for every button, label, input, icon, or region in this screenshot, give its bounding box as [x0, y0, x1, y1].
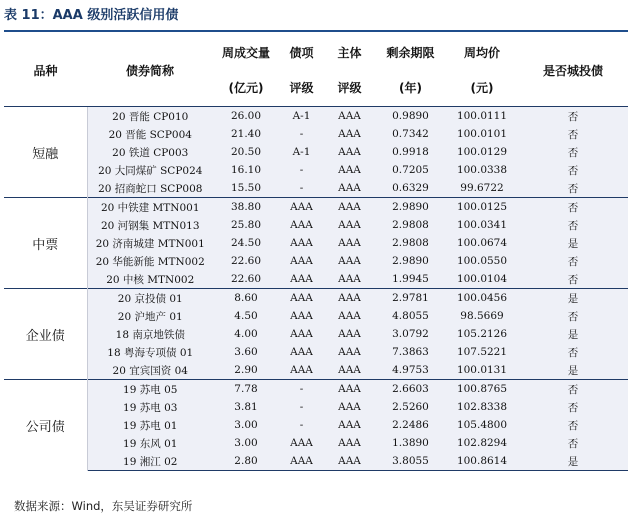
volume-cell: 4.50	[213, 307, 279, 325]
header-bond-name: 债券简称	[87, 35, 213, 107]
city-investment-cell: 否	[518, 252, 628, 270]
bond-rating-cell: AAA	[279, 434, 324, 452]
category-cell: 公司债	[4, 380, 87, 471]
issuer-rating-cell: AAA	[324, 416, 375, 434]
issuer-rating-cell: AAA	[324, 198, 375, 217]
city-investment-cell: 否	[518, 216, 628, 234]
table-row	[4, 452, 628, 471]
volume-cell: 38.80	[213, 198, 279, 217]
issuer-rating-cell: AAA	[324, 143, 375, 161]
bond-name-cell: 20 河钢集 MTN013	[87, 216, 213, 234]
issuer-rating-cell: AAA	[324, 234, 375, 252]
header-issuer-rating: 主体	[337, 45, 362, 60]
bond-rating-cell: -	[279, 125, 324, 143]
price-cell: 100.0456	[446, 289, 518, 308]
header-volume-unit: (亿元)	[213, 69, 279, 107]
price-cell: 105.4800	[446, 416, 518, 434]
bond-rating-cell: AAA	[279, 343, 324, 361]
bond-name-cell: 20 招商蛇口 SCP008	[87, 179, 213, 198]
bond-rating-cell: AAA	[279, 252, 324, 270]
volume-cell: 22.60	[213, 270, 279, 289]
term-cell: 0.9890	[375, 107, 446, 126]
price-cell: 107.5221	[446, 343, 518, 361]
issuer-rating-cell: AAA	[324, 289, 375, 308]
price-cell: 102.8338	[446, 398, 518, 416]
volume-cell: 24.50	[213, 234, 279, 252]
city-investment-cell: 是	[518, 361, 628, 380]
bond-rating-cell: A-1	[279, 107, 324, 126]
bond-rating-cell: AAA	[279, 198, 324, 217]
city-investment-cell: 否	[518, 434, 628, 452]
bond-rating-cell: AAA	[279, 289, 324, 308]
issuer-rating-cell: AAA	[324, 452, 375, 471]
city-investment-cell: 否	[518, 416, 628, 434]
source-note: 数据来源：Wind，东吴证券研究所	[14, 499, 193, 513]
bond-name-cell: 20 大同煤矿 SCP024	[87, 161, 213, 179]
price-cell: 100.0674	[446, 234, 518, 252]
price-cell: 98.5669	[446, 307, 518, 325]
term-cell: 7.3863	[375, 343, 446, 361]
bond-name-cell: 20 铁道 CP003	[87, 143, 213, 161]
table-row	[4, 234, 628, 252]
price-cell: 100.0129	[446, 143, 518, 161]
bond-name-cell: 20 沪地产 01	[87, 307, 213, 325]
price-cell: 100.0341	[446, 216, 518, 234]
volume-cell: 8.60	[213, 289, 279, 308]
table-row	[4, 143, 628, 161]
bond-name-cell: 19 东风 01	[87, 434, 213, 452]
price-cell: 100.0104	[446, 270, 518, 289]
city-investment-cell: 否	[518, 270, 628, 289]
term-cell: 4.9753	[375, 361, 446, 380]
volume-cell: 3.81	[213, 398, 279, 416]
table-title: 表 11：AAA 级别活跃信用债	[4, 8, 179, 23]
header-category: 品种	[4, 35, 87, 107]
city-investment-cell: 否	[518, 343, 628, 361]
bond-rating-cell: AAA	[279, 361, 324, 380]
issuer-rating-cell: AAA	[324, 434, 375, 452]
term-cell: 2.9808	[375, 234, 446, 252]
city-investment-cell: 否	[518, 107, 628, 126]
header-volume: 周成交量	[221, 45, 270, 60]
city-investment-cell: 是	[518, 452, 628, 471]
issuer-rating-cell: AAA	[324, 107, 375, 126]
bond-name-cell: 20 中核 MTN002	[87, 270, 213, 289]
category-cell: 短融	[4, 107, 87, 198]
table-row	[4, 416, 628, 434]
price-cell: 100.0111	[446, 107, 518, 126]
term-cell: 0.7205	[375, 161, 446, 179]
header-issuer-rating-sub: 评级	[324, 69, 375, 107]
term-cell: 4.8055	[375, 307, 446, 325]
price-cell: 102.8294	[446, 434, 518, 452]
issuer-rating-cell: AAA	[324, 325, 375, 343]
city-investment-cell: 否	[518, 380, 628, 399]
table-body	[4, 107, 628, 471]
table-row	[4, 289, 628, 308]
bond-rating-cell: AAA	[279, 270, 324, 289]
price-cell: 100.0131	[446, 361, 518, 380]
price-cell: 100.0550	[446, 252, 518, 270]
bond-rating-cell: -	[279, 380, 324, 399]
issuer-rating-cell: AAA	[324, 380, 375, 399]
city-investment-cell: 否	[518, 398, 628, 416]
bond-name-cell: 20 晋能 SCP004	[87, 125, 213, 143]
bond-name-cell: 18 南京地铁债	[87, 325, 213, 343]
term-cell: 2.9808	[375, 216, 446, 234]
term-cell: 2.9890	[375, 252, 446, 270]
term-cell: 2.5260	[375, 398, 446, 416]
bond-name-cell: 19 苏电 05	[87, 380, 213, 399]
volume-cell: 22.60	[213, 252, 279, 270]
term-cell: 2.6603	[375, 380, 446, 399]
term-cell: 1.3890	[375, 434, 446, 452]
table-row	[4, 398, 628, 416]
table-row	[4, 107, 628, 126]
table-row	[4, 179, 628, 198]
issuer-rating-cell: AAA	[324, 216, 375, 234]
table-row	[4, 216, 628, 234]
bond-rating-cell: A-1	[279, 143, 324, 161]
bond-name-cell: 20 晋能 CP010	[87, 107, 213, 126]
header-price: 周均价	[463, 45, 500, 60]
issuer-rating-cell: AAA	[324, 270, 375, 289]
volume-cell: 16.10	[213, 161, 279, 179]
table-row	[4, 252, 628, 270]
bond-rating-cell: -	[279, 398, 324, 416]
city-investment-cell: 否	[518, 307, 628, 325]
bond-name-cell: 20 济南城建 MTN001	[87, 234, 213, 252]
table-row	[4, 125, 628, 143]
bond-rating-cell: AAA	[279, 452, 324, 471]
volume-cell: 26.00	[213, 107, 279, 126]
bond-name-cell: 20 华能新能 MTN002	[87, 252, 213, 270]
issuer-rating-cell: AAA	[324, 361, 375, 380]
bond-name-cell: 19 苏电 01	[87, 416, 213, 434]
header-price-unit: (元)	[446, 69, 518, 107]
bond-name-cell: 19 湘江 02	[87, 452, 213, 471]
volume-cell: 20.50	[213, 143, 279, 161]
volume-cell: 3.60	[213, 343, 279, 361]
bond-rating-cell: -	[279, 416, 324, 434]
issuer-rating-cell: AAA	[324, 307, 375, 325]
bond-rating-cell: AAA	[279, 234, 324, 252]
table-row	[4, 361, 628, 380]
bond-rating-cell: AAA	[279, 216, 324, 234]
bond-name-cell: 19 苏电 03	[87, 398, 213, 416]
table-row	[4, 434, 628, 452]
price-cell: 99.6722	[446, 179, 518, 198]
city-investment-cell: 否	[518, 125, 628, 143]
volume-cell: 7.78	[213, 380, 279, 399]
issuer-rating-cell: AAA	[324, 161, 375, 179]
term-cell: 2.9890	[375, 198, 446, 217]
city-investment-cell: 否	[518, 143, 628, 161]
table-row	[4, 325, 628, 343]
table-row	[4, 380, 628, 399]
issuer-rating-cell: AAA	[324, 125, 375, 143]
volume-cell: 2.80	[213, 452, 279, 471]
price-cell: 100.8614	[446, 452, 518, 471]
table-row	[4, 270, 628, 289]
header-city-investment: 是否城投债	[518, 35, 628, 107]
volume-cell: 15.50	[213, 179, 279, 198]
table-row	[4, 343, 628, 361]
term-cell: 0.7342	[375, 125, 446, 143]
price-cell: 100.0338	[446, 161, 518, 179]
category-cell: 企业债	[4, 289, 87, 380]
bond-name-cell: 18 粤海专项债 01	[87, 343, 213, 361]
bond-name-cell: 20 中铁建 MTN001	[87, 198, 213, 217]
header-term: 剩余期限	[386, 45, 435, 60]
bond-rating-cell: -	[279, 179, 324, 198]
city-investment-cell: 否	[518, 161, 628, 179]
issuer-rating-cell: AAA	[324, 343, 375, 361]
volume-cell: 2.90	[213, 361, 279, 380]
price-cell: 105.2126	[446, 325, 518, 343]
category-cell: 中票	[4, 198, 87, 289]
city-investment-cell: 是	[518, 325, 628, 343]
title-rule	[4, 30, 628, 32]
issuer-rating-cell: AAA	[324, 252, 375, 270]
bond-name-cell: 20 京投债 01	[87, 289, 213, 308]
issuer-rating-cell: AAA	[324, 179, 375, 198]
volume-cell: 3.00	[213, 434, 279, 452]
bond-rating-cell: AAA	[279, 325, 324, 343]
term-cell: 2.9781	[375, 289, 446, 308]
issuer-rating-cell: AAA	[324, 398, 375, 416]
table-row	[4, 198, 628, 217]
bond-rating-cell: -	[279, 161, 324, 179]
table-row	[4, 307, 628, 325]
term-cell: 2.2486	[375, 416, 446, 434]
bond-table	[4, 35, 628, 471]
term-cell: 1.9945	[375, 270, 446, 289]
table-row	[4, 161, 628, 179]
price-cell: 100.0125	[446, 198, 518, 217]
price-cell: 100.0101	[446, 125, 518, 143]
term-cell: 0.6329	[375, 179, 446, 198]
city-investment-cell: 否	[518, 198, 628, 217]
city-investment-cell: 否	[518, 179, 628, 198]
volume-cell: 21.40	[213, 125, 279, 143]
header-term-unit: (年)	[375, 69, 446, 107]
header-bond-rating: 债项	[289, 45, 314, 60]
city-investment-cell: 是	[518, 234, 628, 252]
city-investment-cell: 是	[518, 289, 628, 308]
bond-name-cell: 20 宜宾国资 04	[87, 361, 213, 380]
header-bond-rating-sub: 评级	[279, 69, 324, 107]
term-cell: 3.8055	[375, 452, 446, 471]
volume-cell: 25.80	[213, 216, 279, 234]
volume-cell: 4.00	[213, 325, 279, 343]
term-cell: 0.9918	[375, 143, 446, 161]
price-cell: 100.8765	[446, 380, 518, 399]
volume-cell: 3.00	[213, 416, 279, 434]
term-cell: 3.0792	[375, 325, 446, 343]
bond-rating-cell: AAA	[279, 307, 324, 325]
